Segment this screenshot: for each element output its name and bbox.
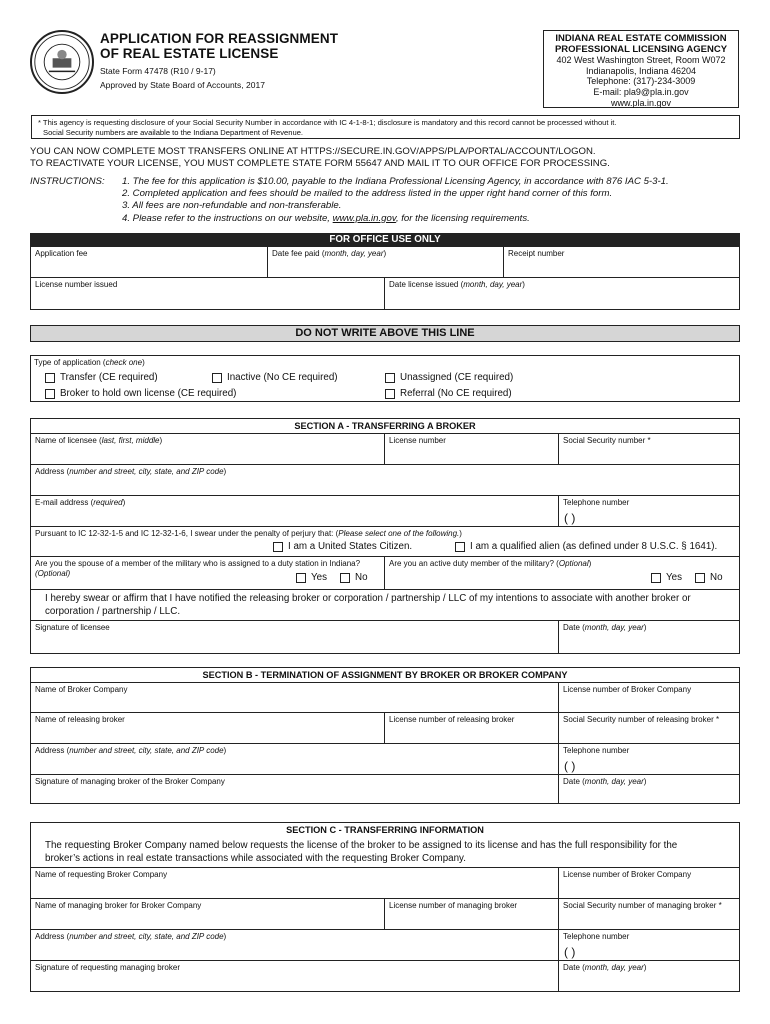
- affirm-line-1: I hereby swear or affirm that I have notified the releasing broker or corporation / partnership / LLC of my intentions to associate with another broker or: [45, 593, 691, 604]
- title-line-1: APPLICATION FOR REASSIGNMENT: [100, 31, 339, 46]
- spouse-no[interactable]: [340, 572, 368, 583]
- field-paren: ): [383, 249, 387, 258]
- licensee-license-number-field[interactable]: [384, 433, 559, 465]
- field-hint: month, day, year: [584, 777, 644, 786]
- licensee-name-field[interactable]: [30, 433, 385, 465]
- notice-line-2: Social Security numbers are available to the Indiana Department of Revenue.: [43, 127, 304, 137]
- checkbox[interactable]: [385, 373, 395, 383]
- field-hint: month, day, year: [584, 623, 644, 632]
- perjury-paren: ): [459, 529, 462, 538]
- option-qualified-alien[interactable]: [455, 541, 717, 552]
- field-hint: required: [93, 498, 123, 507]
- question-hint: (Optional): [35, 569, 71, 578]
- licensee-address-field[interactable]: [30, 464, 740, 496]
- application-fee-field[interactable]: [30, 246, 268, 278]
- affirm-line-2: corporation / partnership / LLC.: [45, 605, 181, 617]
- online-transfer-notice: [30, 146, 610, 169]
- question-text: Are you the spouse of a member of the military who is assigned to a duty station in Indiana?: [35, 559, 361, 568]
- field-label: License number of Broker Company: [563, 685, 692, 694]
- section-c-title: SECTION C - TRANSFERRING INFORMATION: [286, 825, 484, 835]
- option-label: Yes: [311, 572, 327, 583]
- active-duty-yes[interactable]: [651, 572, 682, 583]
- section-a-title: SECTION A - TRANSFERRING A BROKER: [294, 421, 476, 431]
- question-text: Are you an active duty member of the military? (: [389, 559, 559, 568]
- state-form-number: State Form 47478 (R10 / 9-17): [100, 66, 216, 76]
- releasing-broker-license-field[interactable]: [384, 712, 559, 744]
- agency-name-2: PROFESSIONAL LICENSING AGENCY: [554, 43, 728, 55]
- military-spouse-question: [30, 556, 385, 590]
- label-paren: ): [142, 358, 145, 367]
- phone-area-code: ( ): [564, 759, 576, 773]
- instruction-4: [122, 213, 669, 225]
- field-hint: number and street, city, state, and ZIP code: [69, 467, 224, 476]
- field-label: Name of managing broker for Broker Company: [35, 901, 202, 910]
- option-label: Referral (No CE required): [400, 388, 512, 399]
- field-hint: month, day, year: [584, 963, 644, 972]
- agency-address-box: [543, 30, 739, 108]
- field-label: Signature of managing broker of the Broker Company: [35, 777, 225, 786]
- releasing-broker-address-field[interactable]: [30, 743, 559, 775]
- field-hint: last, first, middle: [101, 436, 160, 445]
- instructions-label: INSTRUCTIONS:: [30, 176, 105, 187]
- checkbox[interactable]: [273, 542, 283, 552]
- online-line-1: YOU CAN NOW COMPLETE MOST TRANSFERS ONLINE AT HTTPS://SECURE.IN.GOV/APPS/PLA/PORTAL/ACCOUNT/LOGON.: [30, 146, 596, 157]
- phone-area-code: ( ): [564, 511, 576, 525]
- licensee-signature-field[interactable]: [30, 620, 559, 654]
- active-duty-question: [384, 556, 740, 590]
- field-label: Signature of licensee: [35, 623, 110, 632]
- field-hint: number and street, city, state, and ZIP code: [69, 932, 224, 941]
- agency-name-1: INDIANA REAL ESTATE COMMISSION: [555, 33, 727, 44]
- checkbox[interactable]: [340, 573, 350, 583]
- field-label: Receipt number: [508, 249, 565, 258]
- instruction-3: 3. All fees are non-refundable and non-transferable.: [122, 200, 342, 212]
- agency-address-2: Indianapolis, Indiana 46204: [585, 65, 697, 76]
- pla-website-link[interactable]: www.pla.in.gov: [332, 212, 396, 224]
- section-b-title: SECTION B - TERMINATION OF ASSIGNMENT BY BROKER OR BROKER COMPANY: [202, 670, 568, 680]
- option-hold-own-license[interactable]: [45, 388, 236, 399]
- field-paren: ): [122, 498, 126, 507]
- option-transfer[interactable]: [45, 372, 158, 383]
- broker-company-name-field[interactable]: [30, 682, 559, 713]
- licensee-ssn-field[interactable]: [558, 433, 740, 465]
- field-label: Name of requesting Broker Company: [35, 870, 168, 879]
- perjury-text: Pursuant to IC 12-32-1-5 and IC 12-32-1-6, I swear under the penalty of perjury that: (: [35, 529, 339, 538]
- field-label: License number issued: [35, 280, 118, 289]
- question-paren: ): [588, 559, 592, 568]
- instruction-2: 2. Completed application and fees should be mailed to the address listed in the upper right hand corner of this form.: [122, 188, 613, 200]
- checkbox[interactable]: [45, 389, 55, 399]
- field-label: Social Security number of managing broker *: [563, 901, 722, 910]
- releasing-broker-name-field[interactable]: [30, 712, 385, 744]
- field-label: E-mail address (: [35, 498, 94, 507]
- license-number-issued-field[interactable]: [30, 277, 385, 310]
- option-unassigned[interactable]: [385, 372, 513, 383]
- field-label: Date fee paid (: [272, 249, 325, 258]
- option-inactive[interactable]: [212, 372, 338, 383]
- form-title: [100, 31, 338, 61]
- field-label: Date (: [563, 623, 585, 632]
- requesting-managing-broker-signature-field[interactable]: [30, 960, 559, 992]
- field-paren: ): [223, 746, 227, 755]
- option-referral[interactable]: [385, 388, 512, 399]
- checkbox[interactable]: [385, 389, 395, 399]
- option-label: No: [355, 572, 368, 583]
- label-hint: check one: [105, 358, 143, 367]
- field-paren: ): [223, 932, 227, 941]
- field-label: License number of releasing broker: [389, 715, 515, 724]
- checkbox[interactable]: [212, 373, 222, 383]
- option-label: Transfer (CE required): [60, 372, 158, 383]
- option-us-citizen[interactable]: [273, 541, 412, 552]
- question-hint: Optional: [558, 559, 589, 568]
- managing-broker-ssn-field[interactable]: [558, 898, 740, 930]
- spouse-yes[interactable]: [296, 572, 327, 583]
- field-label: Telephone number: [563, 498, 630, 507]
- title-line-2: OF REAL ESTATE LICENSE: [100, 46, 279, 61]
- managing-broker-date-field[interactable]: [558, 774, 740, 804]
- field-label: Address (: [35, 932, 70, 941]
- seal-graphic: [32, 32, 92, 92]
- field-label: License number: [389, 436, 446, 445]
- managing-broker-name-field[interactable]: [30, 898, 385, 930]
- option-label: Unassigned (CE required): [400, 372, 514, 383]
- field-label: License number of managing broker: [389, 901, 518, 910]
- requesting-address-field[interactable]: [30, 929, 559, 961]
- type-of-application-label: [34, 358, 145, 368]
- instructions-list: [122, 176, 669, 225]
- do-not-write-bar: DO NOT WRITE ABOVE THIS LINE: [30, 325, 740, 342]
- field-label: License number of Broker Company: [563, 870, 692, 879]
- field-paren: ): [223, 467, 227, 476]
- releasing-broker-ssn-field[interactable]: [558, 712, 740, 744]
- section-c-statement: [45, 840, 677, 865]
- perjury-hint: Please select one of the following.: [338, 529, 460, 538]
- field-label: Date (: [563, 963, 585, 972]
- instruction-4-suffix: , for the licensing requirements.: [395, 212, 530, 224]
- requesting-company-license-field[interactable]: [558, 867, 740, 899]
- receipt-number-field[interactable]: [503, 246, 740, 278]
- field-hint: month, day, year: [324, 249, 384, 258]
- checkbox[interactable]: [45, 373, 55, 383]
- field-paren: ): [159, 436, 163, 445]
- option-label: I am a qualified alien (as defined under 8 U.S.C. § 1641).: [470, 541, 718, 552]
- state-seal-icon: [30, 30, 94, 94]
- notice-line-1: * This agency is requesting disclosure of your Social Security Number in accordance with IC 4-1-8-1; disclosure is mandatory and this record cannot be processed without it.: [38, 118, 617, 127]
- field-label: Telephone number: [563, 932, 630, 941]
- checkbox[interactable]: [455, 542, 465, 552]
- approved-by: Approved by State Board of Accounts, 2017: [100, 80, 265, 90]
- option-label: I am a United States Citizen.: [288, 541, 413, 552]
- date-license-issued-field[interactable]: [384, 277, 740, 310]
- field-label: Telephone number: [563, 746, 630, 755]
- checkbox[interactable]: [651, 573, 661, 583]
- agency-address-1: 402 West Washington Street, Room W072: [556, 55, 726, 66]
- requesting-company-name-field[interactable]: [30, 867, 559, 899]
- field-label: Date license issued (: [389, 280, 464, 289]
- licensee-date-field[interactable]: [558, 620, 740, 654]
- requesting-date-field[interactable]: [558, 960, 740, 992]
- agency-website: www.pla.in.gov: [610, 97, 672, 108]
- broker-company-license-field[interactable]: [558, 682, 740, 713]
- managing-broker-license-field[interactable]: [384, 898, 559, 930]
- agency-email: E-mail: pla9@pla.in.gov: [593, 86, 689, 97]
- licensee-telephone-field[interactable]: [558, 495, 740, 527]
- field-hint: number and street, city, state, and ZIP code: [69, 746, 224, 755]
- licensee-email-field[interactable]: [30, 495, 559, 527]
- online-line-2: TO REACTIVATE YOUR LICENSE, YOU MUST COMPLETE STATE FORM 55647 AND MAIL IT TO OUR OFFICE FOR PROCESSING.: [30, 157, 610, 169]
- managing-broker-signature-field[interactable]: [30, 774, 559, 804]
- option-label: No: [710, 572, 723, 583]
- affirmation-statement: [45, 593, 691, 618]
- field-hint: month, day, year: [463, 280, 523, 289]
- field-label: Name of licensee (: [35, 436, 102, 445]
- releasing-broker-telephone-field[interactable]: [558, 743, 740, 775]
- field-label: Application fee: [35, 249, 88, 258]
- agency-telephone: Telephone: (317)-234-3009: [586, 76, 696, 87]
- date-fee-paid-field[interactable]: [267, 246, 504, 278]
- field-label: Social Security number *: [563, 436, 651, 445]
- field-label: Signature of requesting managing broker: [35, 963, 180, 972]
- phone-area-code: ( ): [564, 945, 576, 959]
- field-label: Date (: [563, 777, 585, 786]
- field-paren: ): [643, 777, 647, 786]
- label-text: Type of application (: [34, 358, 106, 367]
- statement-line-1: The requesting Broker Company named below requests the license of the broker to be assigned to its license and has the full responsibility for the: [45, 840, 678, 851]
- instruction-1: 1. The fee for this application is $10.00, payable to the Indiana Professional Licensing Agency, in accordance with 876 IAC 5-3-1.: [122, 176, 669, 187]
- option-label: Broker to hold own license (CE required): [60, 388, 237, 399]
- option-label: Yes: [666, 572, 682, 583]
- statement-line-2: broker’s actions in real estate transactions while associated with the requesting Broker Company.: [45, 852, 466, 864]
- instruction-4-text: 4. Please refer to the instructions on our website,: [122, 212, 333, 224]
- option-label: Inactive (No CE required): [227, 372, 338, 383]
- checkbox[interactable]: [695, 573, 705, 583]
- field-label: Social Security number of releasing broker *: [563, 715, 720, 724]
- field-paren: ): [522, 280, 525, 289]
- active-duty-no[interactable]: [695, 572, 723, 583]
- ssn-notice: [31, 115, 740, 139]
- field-label: Name of Broker Company: [35, 685, 128, 694]
- field-label: Name of releasing broker: [35, 715, 125, 724]
- field-label: Address (: [35, 467, 70, 476]
- field-paren: ): [643, 963, 647, 972]
- field-label: Address (: [35, 746, 70, 755]
- office-use-header: FOR OFFICE USE ONLY: [30, 233, 740, 246]
- field-paren: ): [643, 623, 647, 632]
- requesting-telephone-field[interactable]: [558, 929, 740, 961]
- checkbox[interactable]: [296, 573, 306, 583]
